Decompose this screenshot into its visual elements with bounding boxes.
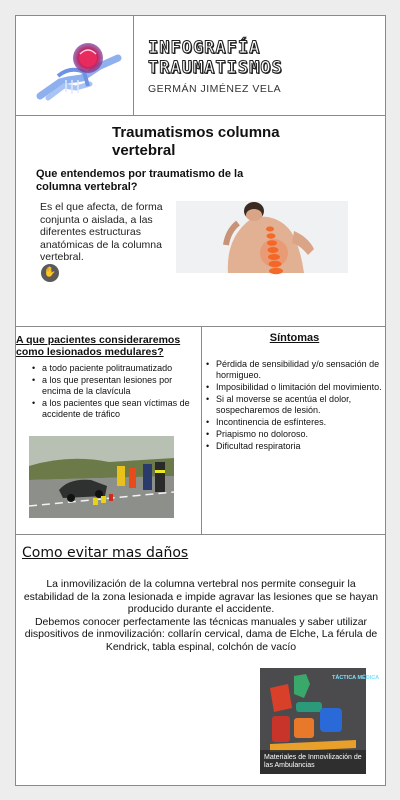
section1-title: Traumatismos columna vertebral	[112, 124, 280, 159]
prevention-paragraph-2: Debemos conocer perfectamente las técnicas manuales y saber utilizar dispositivos de inmovilización: collarín cervical, dama de Elche, La férula de Kendrick, tabla espinal, colchón de vacío	[24, 615, 378, 653]
brand-text: TÁCTICA MÉDICA	[332, 675, 380, 681]
prevention-title: Como evitar mas daños	[22, 545, 189, 561]
infographic-page	[15, 15, 386, 786]
symptoms-list	[204, 359, 384, 453]
traffic-accident-photo	[29, 436, 174, 518]
section2-divider	[201, 326, 202, 534]
list-item: • Incontinencia de esfínteres.	[204, 417, 384, 428]
list-item: • a los que presentan lesiones por encima de la clavícula	[22, 375, 202, 397]
author-name: GERMÁN JIMÉNEZ VELA	[148, 83, 282, 95]
patients-title: A que pacientes consideraremos como lesionados medulares?	[16, 334, 181, 358]
list-item: • Dificultad respiratoria	[204, 441, 384, 452]
x-ray-skeleton-icon	[30, 36, 126, 100]
section1-body: Es el que afecta, de forma conjunta o aislada, a las diferentes estructuras anatómicas de la columna vertebral.	[40, 201, 163, 263]
patients-list	[22, 363, 202, 421]
list-item: • a los pacientes que sean víctimas de accidente de tráfico	[22, 398, 202, 420]
header-divider	[133, 16, 134, 115]
list-item: • Pérdida de sensibilidad y/o sensación de hormigueo.	[204, 359, 384, 381]
list-item: • Priapismo no doloroso.	[204, 429, 384, 440]
header-bottom-line	[16, 115, 385, 116]
page-title: INFOGRAFÍA TRAUMATISMOS	[148, 38, 283, 78]
back-pain-spine-photo	[176, 201, 348, 273]
prevention-body	[20, 578, 382, 653]
section1-question: Que entendemos por traumatismo de la columna vertebral?	[36, 168, 244, 193]
list-item: • a todo paciente politraumatizado	[22, 363, 202, 374]
hand-pointer-icon[interactable]: ✋	[41, 264, 59, 282]
symptoms-title: Síntomas	[269, 332, 320, 344]
section2-bottom-line	[16, 534, 385, 535]
list-item: • Imposibilidad o limitación del movimiento.	[204, 382, 384, 393]
list-item: • Si al moverse se acentúa el dolor, sospecharemos de lesión.	[204, 394, 384, 416]
image-caption: Materiales de Inmovilización de las Ambulancias	[264, 754, 362, 769]
prevention-paragraph-1: La inmovilización de la columna vertebral nos permite conseguir la estabilidad de la zona lesionada e impide agravar las lesiones que se hayan producido durante el accidente.	[23, 578, 379, 615]
